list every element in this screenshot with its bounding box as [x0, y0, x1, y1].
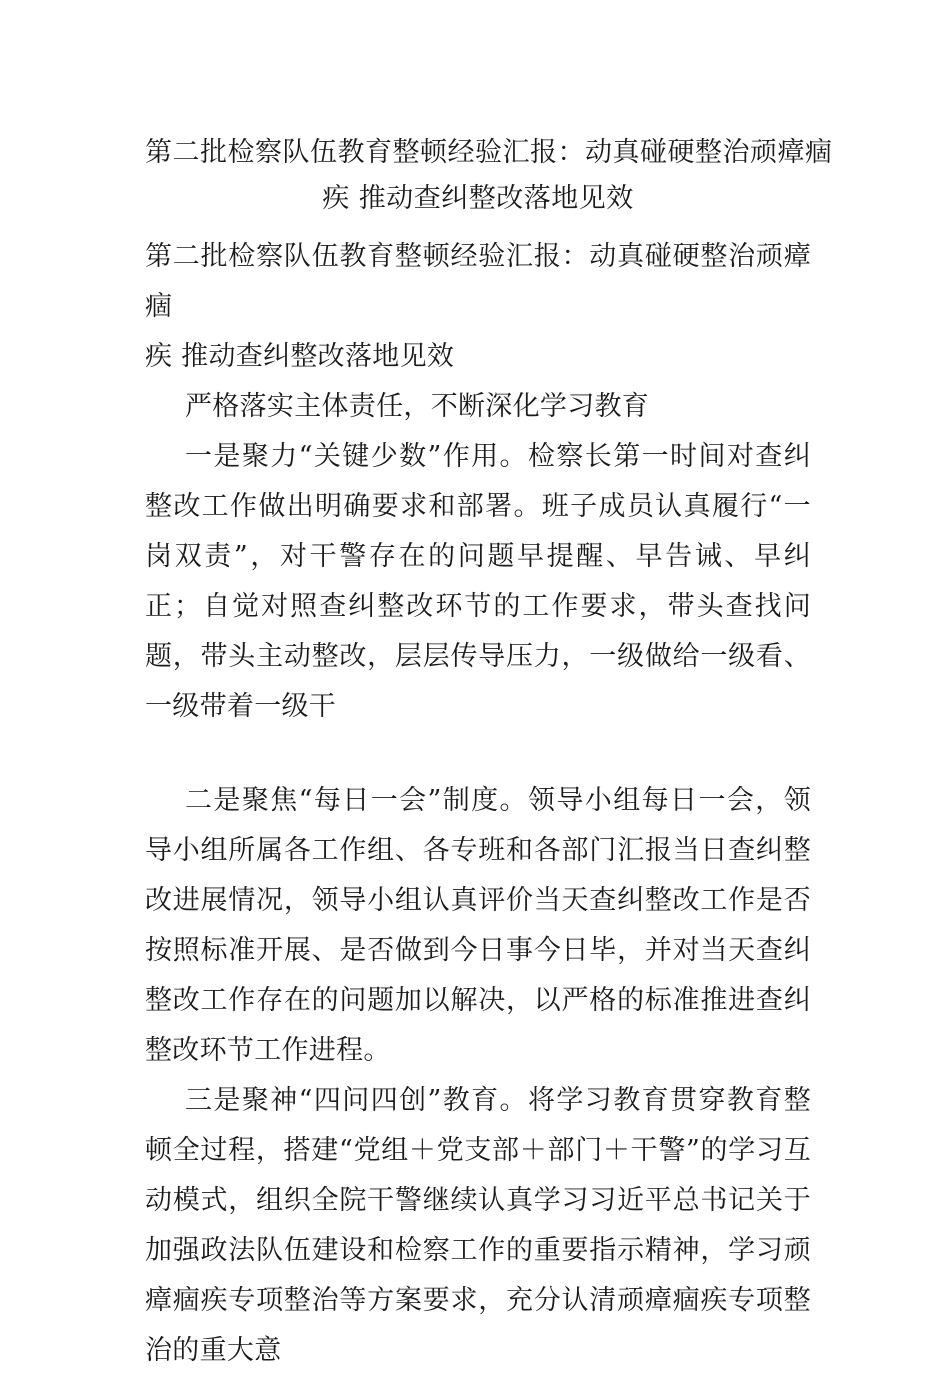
section-heading: 严格落实主体责任，不断深化学习教育: [185, 391, 650, 422]
paragraph-1: 一是聚力“关键少数”作用。检察长第一时间对查纠整改工作做出明确要求和部署。班子成员认真履行“一岗双责”，对干警存在的问题早提醒、早告诫、早纠正；自觉对照查纠整改环节的工作要求，带头查找问题，带头主动整改，层层传导压力，一级做给一级看、一级带着一级干: [145, 441, 811, 722]
title-line-1: 第二批检察队伍教育整顿经验汇报：动真碰硬整治顽瘴痼: [145, 137, 833, 168]
document-title: [145, 130, 833, 222]
subtitle-line-2: 疾 推动查纠整改落地见效: [145, 341, 455, 372]
paragraph-3: 三是聚神“四问四创”教育。将学习教育贯穿教育整顿全过程，搭建“党组＋党支部＋部门＋干警”的学习互动模式，组织全院干警继续认真学习习近平总书记关于加强政法队伍建设和检察工作的重要指示精神，学习顽瘴痼疾专项整治等方案要求，充分认清顽瘴痼疾专项整治的重大意: [145, 1085, 811, 1366]
document-body: [145, 232, 811, 1376]
paragraph-gap: [145, 732, 811, 776]
subtitle-paragraph: [145, 232, 811, 382]
title-line-2: 疾 推动查纠整改落地见效: [322, 183, 634, 214]
paragraph-2: 二是聚焦“每日一会”制度。领导小组每日一会，领导小组所属各工作组、各专班和各部门汇报当日查纠整改进展情况，领导小组认真评价当天查纠整改工作是否按照标准开展、是否做到今日事今日毕，并对当天查纠整改工作存在的问题加以解决，以严格的标准推进查纠整改环节工作进程。: [145, 785, 811, 1066]
subtitle-line-1: 第二批检察队伍教育整顿经验汇报：动真碰硬整治顽瘴痼: [145, 241, 811, 322]
